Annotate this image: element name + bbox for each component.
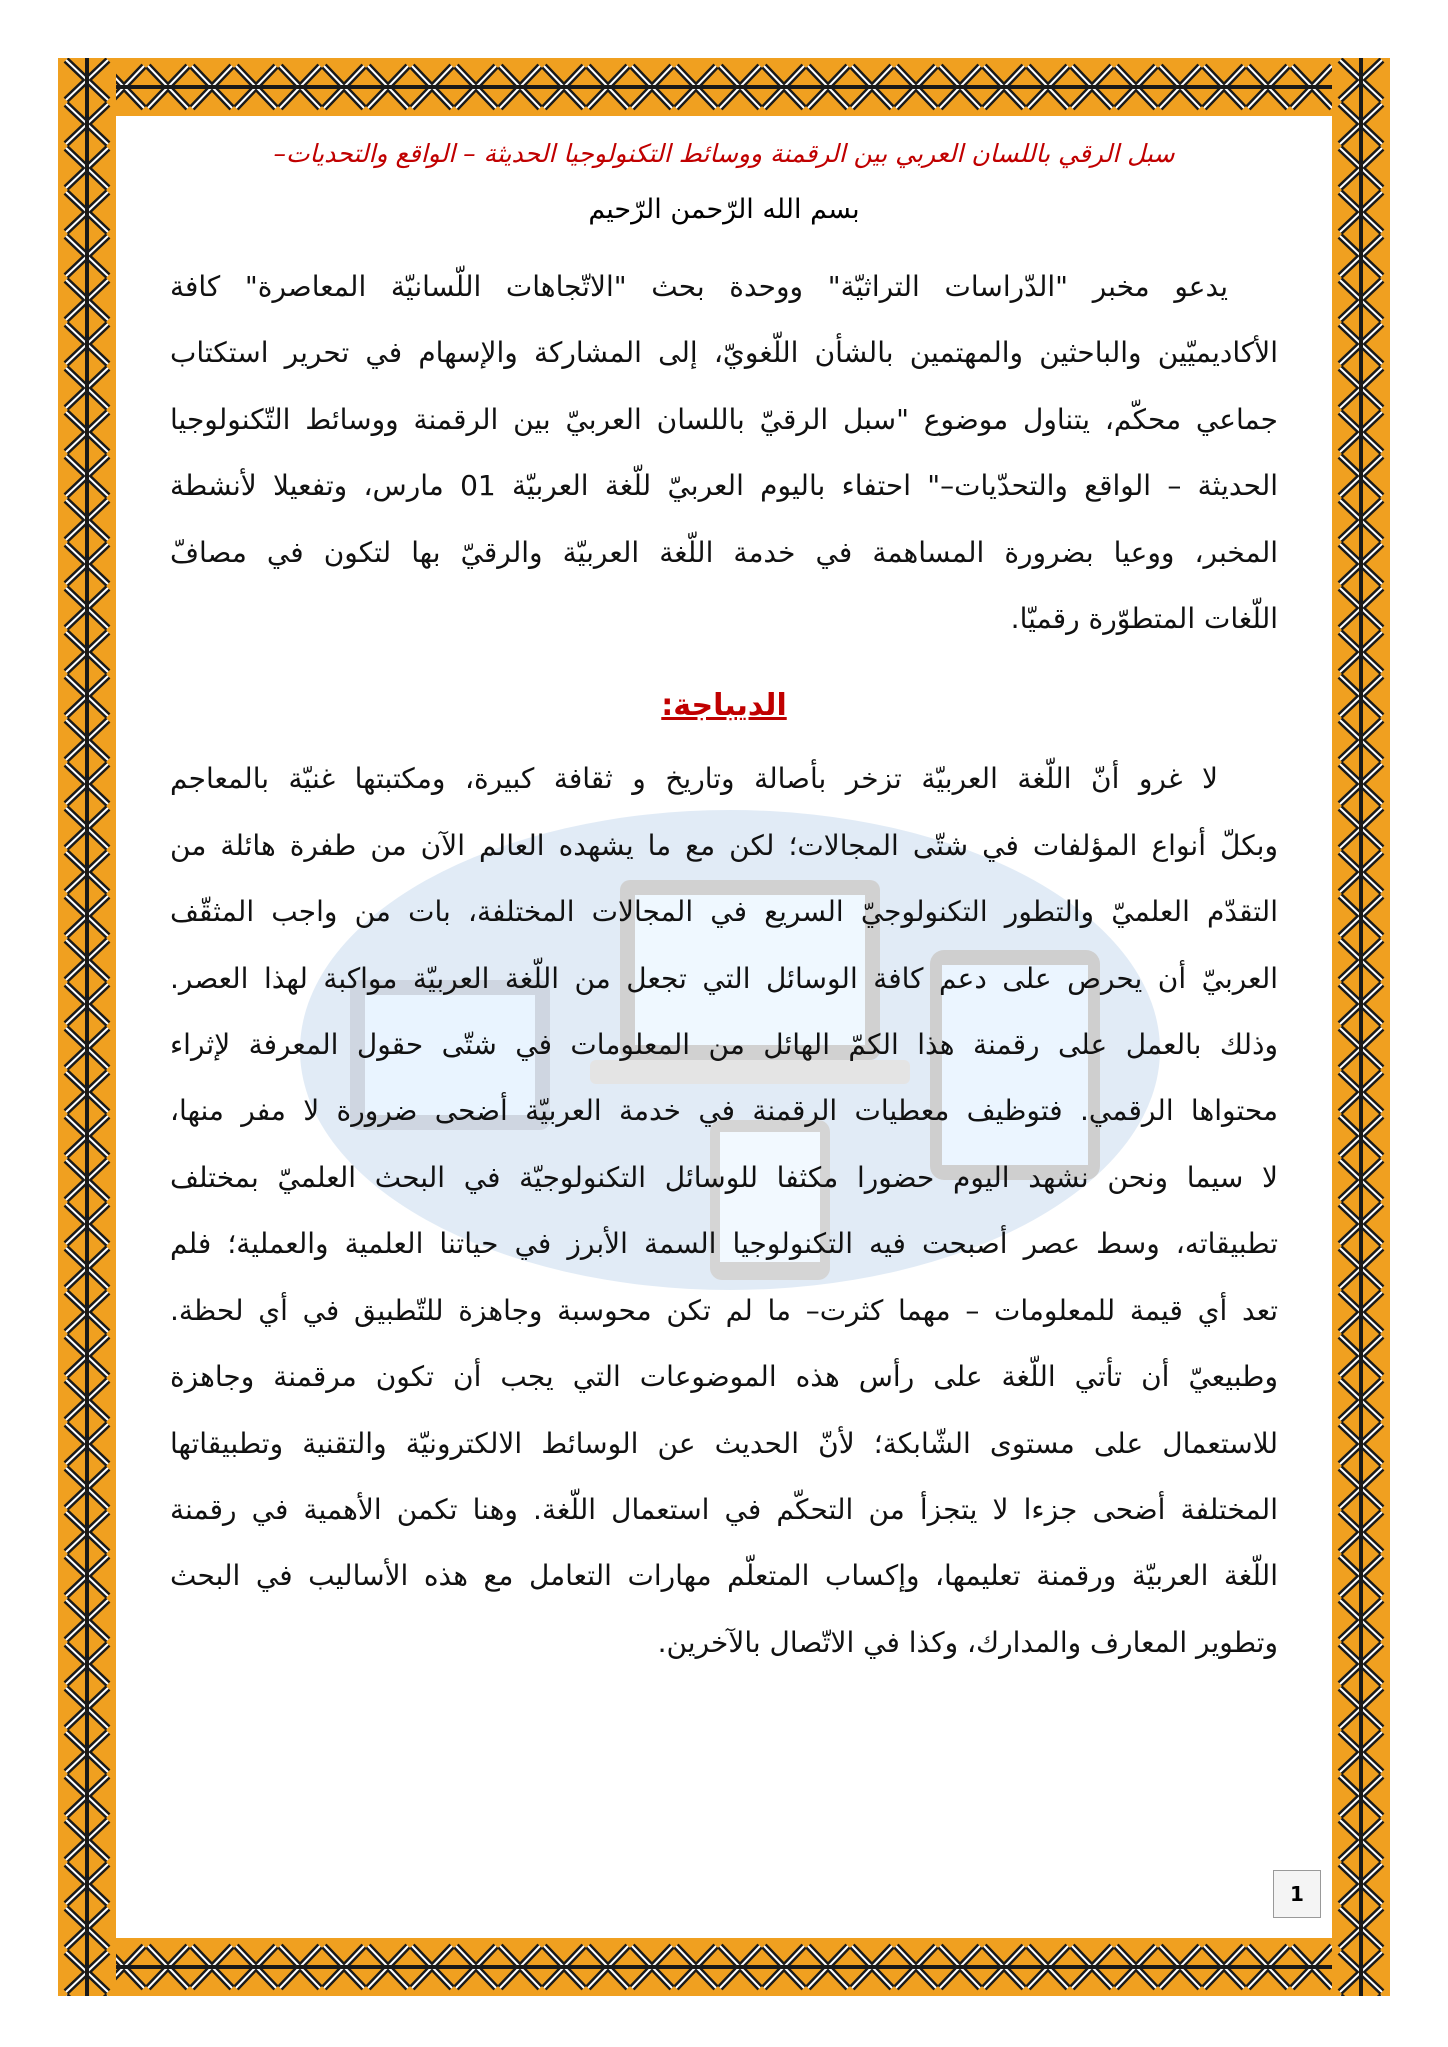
section-line: العربيّ أن يحرص على دعم كافة الوسائل التي تجعل من اللّغة العربيّة مواكبة لهذا العصر. [170, 961, 1278, 995]
section-paragraph [170, 746, 1278, 1676]
section-line: للاستعمال على مستوى الشّابكة؛ لأنّ الحديث عن الوسائط الالكترونيّة والتقنية وتطبيقاتها [170, 1426, 1278, 1460]
section-line: وبكلّ أنواع المؤلفات في شتّى المجالات؛ لكن مع ما يشهده العالم الآن من طفرة هائلة من [170, 828, 1278, 862]
section-line: اللّغة العربيّة ورقمنة تعليمها، وإكساب المتعلّم مهارات التعامل مع هذه الأساليب في البحث [170, 1559, 1278, 1593]
section-line: التقدّم العلميّ والتطور التكنولوجيّ السريع في المجالات المختلفة، بات من واجب المثقّف [170, 895, 1278, 929]
intro-line: الحديثة – الواقع والتحدّيات–" احتفاء باليوم العربيّ للّغة العربيّة 01 مارس، وتفعيلا لأنشطة [170, 469, 1278, 503]
section-line: تطبيقاته، وسط عصر أصبحت فيه التكنولوجيا السمة الأبرز في حياتنا العلمية والعملية؛ فلم [170, 1227, 1278, 1261]
decorative-border-right [1332, 58, 1390, 1996]
section-line: وذلك بالعمل على رقمنة هذا الكمّ الهائل من المعلومات في شتّى حقول المعرفة لإثراء [170, 1028, 1278, 1062]
section-line: وتطوير المعارف والمدارك، وكذا في الاتّصال بالآخرين. [657, 1625, 1278, 1659]
section-line: تعد أي قيمة للمعلومات – مهما كثرت– ما لم تكن محوسبة وجاهزة للتّطبيق في أي لحظة. [170, 1293, 1278, 1327]
section-line: وطبيعيّ أن تأتي اللّغة على رأس هذه الموضوعات التي يجب أن تكون مرقمنة وجاهزة [170, 1360, 1278, 1394]
page-number: 1 [1273, 1870, 1321, 1918]
section-heading: الديباجة: [661, 688, 787, 724]
intro-line: جماعي محكّم، يتناول موضوع "سبل الرقيّ باللسان العربيّ بين الرقمنة ووسائط التّكنولوجيا [170, 402, 1278, 436]
section-line: محتواها الرقمي. فتوظيف معطيات الرقمنة في خدمة العربيّة أضحى ضرورة لا مفر منها، [170, 1094, 1278, 1128]
intro-line: الأكاديميّين والباحثين والمهتمين بالشأن اللّغويّ، إلى المشاركة والإسهام في تحرير استكتاب [170, 336, 1278, 370]
header-title: سبل الرقي باللسان العربي بين الرقمنة ووسائط التكنولوجيا الحديثة – الواقع والتحديات– [273, 139, 1175, 168]
intro-line: يدعو مخبر "الدّراسات التراثيّة" ووحدة بحث "الاتّجاهات اللّسانيّة المعاصرة" كافة [170, 270, 1228, 303]
intro-paragraph [170, 254, 1278, 652]
intro-line: اللّغات المتطوّرة رقميّا. [1010, 602, 1278, 636]
document-content [170, 118, 1278, 1676]
section-line: لا سيما ونحن نشهد اليوم حضورا مكثفا للوسائل التكنولوجيّة في البحث العلميّ بمختلف [170, 1160, 1278, 1194]
basmala: بسم الله الرّحمن الرّحيم [588, 194, 860, 225]
decorative-border-bottom [58, 1938, 1390, 1996]
intro-line: المخبر، ووعيا بضرورة المساهمة في خدمة اللّغة العربيّة والرقيّ بها لتكون في مصافّ [170, 535, 1278, 569]
section-line: المختلفة أضحى جزءا لا يتجزأ من التحكّم في استعمال اللّغة. وهنا تكمن الأهمية في رقمنة [170, 1492, 1278, 1526]
decorative-border-left [58, 58, 116, 1996]
section-line: لا غرو أنّ اللّغة العربيّة تزخر بأصالة وتاريخ و ثقافة كبيرة، ومكتبتها غنيّة بالمعاجم [170, 762, 1218, 796]
decorative-border-top [58, 58, 1390, 116]
